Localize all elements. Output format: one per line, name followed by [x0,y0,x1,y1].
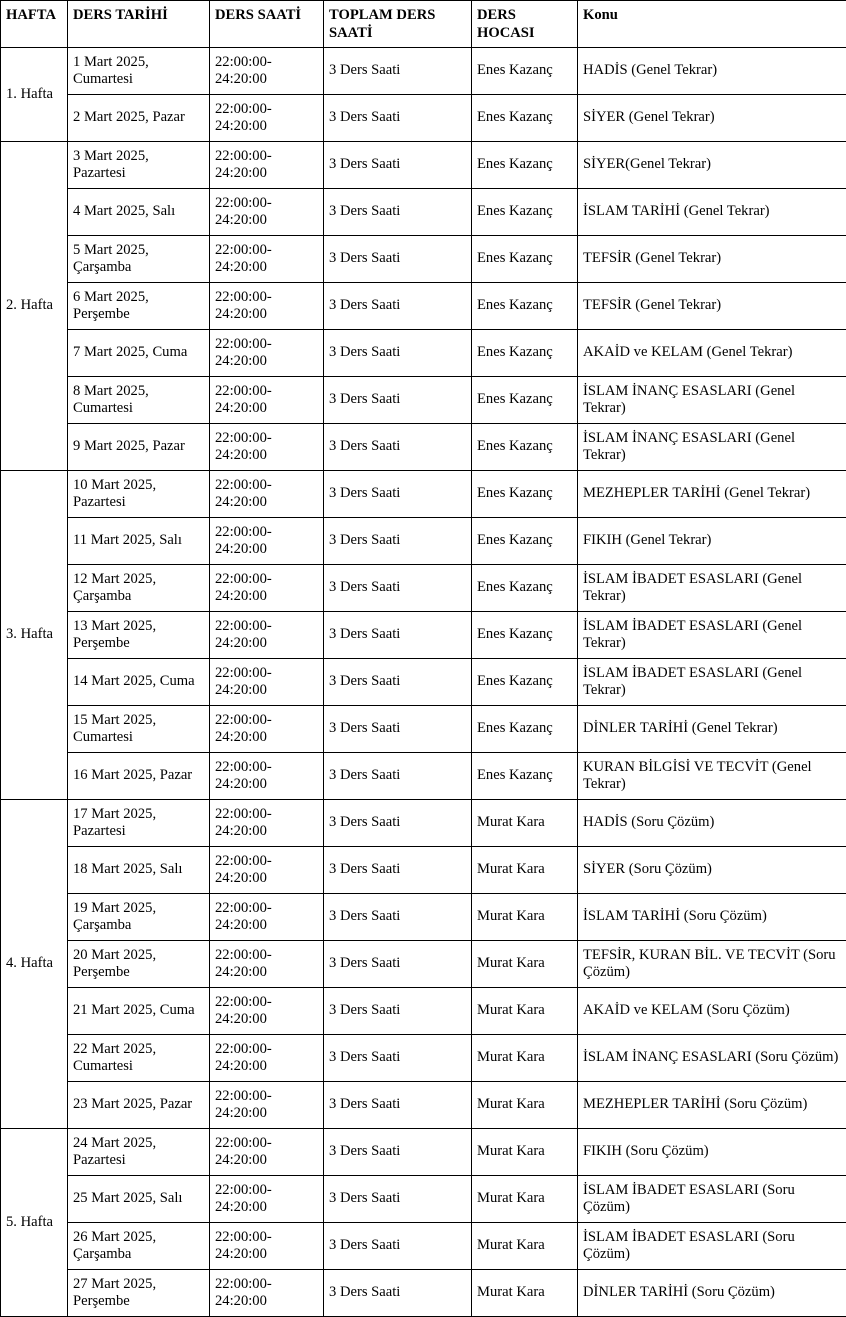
total-hours: 3 Ders Saati [324,612,472,659]
teacher-name: Enes Kazanç [472,659,578,706]
header-week: HAFTA [1,1,68,48]
teacher-name: Enes Kazanç [472,706,578,753]
table-row [1,1035,846,1082]
lesson-topic: İSLAM İBADET ESASLARI (Genel Tekrar) [578,612,846,659]
lesson-time: 22:00:00- 24:20:00 [210,1035,324,1082]
lesson-time: 22:00:00- 24:20:00 [210,142,324,189]
lesson-date: 15 Mart 2025, Cumartesi [68,706,210,753]
teacher-name: Enes Kazanç [472,142,578,189]
lesson-time: 22:00:00- 24:20:00 [210,1082,324,1129]
lesson-topic: İSLAM İBADET ESASLARI (Soru Çözüm) [578,1176,846,1223]
table-row [1,1270,846,1317]
total-hours: 3 Ders Saati [324,1270,472,1317]
lesson-date: 10 Mart 2025, Pazartesi [68,471,210,518]
week-label: 1. Hafta [1,48,68,142]
total-hours: 3 Ders Saati [324,518,472,565]
table-row [1,236,846,283]
header-row [1,1,846,48]
lesson-time: 22:00:00- 24:20:00 [210,1223,324,1270]
header-topic: Konu [578,1,846,48]
table-row [1,424,846,471]
header-total-hours: TOPLAM DERS SAATİ [324,1,472,48]
lesson-time: 22:00:00- 24:20:00 [210,706,324,753]
teacher-name: Enes Kazanç [472,612,578,659]
week-label: 5. Hafta [1,1129,68,1317]
lesson-time: 22:00:00- 24:20:00 [210,471,324,518]
lesson-time: 22:00:00- 24:20:00 [210,800,324,847]
lesson-date: 13 Mart 2025, Perşembe [68,612,210,659]
week-label: 2. Hafta [1,142,68,471]
total-hours: 3 Ders Saati [324,941,472,988]
lesson-topic: MEZHEPLER TARİHİ (Soru Çözüm) [578,1082,846,1129]
lesson-date: 3 Mart 2025, Pazartesi [68,142,210,189]
lesson-topic: AKAİD ve KELAM (Soru Çözüm) [578,988,846,1035]
header-date: DERS TARİHİ [68,1,210,48]
lesson-time: 22:00:00- 24:20:00 [210,95,324,142]
lesson-date: 4 Mart 2025, Salı [68,189,210,236]
total-hours: 3 Ders Saati [324,1176,472,1223]
lesson-date: 27 Mart 2025, Perşembe [68,1270,210,1317]
teacher-name: Enes Kazanç [472,48,578,95]
lesson-time: 22:00:00- 24:20:00 [210,1176,324,1223]
lesson-date: 17 Mart 2025, Pazartesi [68,800,210,847]
lesson-time: 22:00:00- 24:20:00 [210,565,324,612]
lesson-date: 26 Mart 2025, Çarşamba [68,1223,210,1270]
lesson-time: 22:00:00- 24:20:00 [210,847,324,894]
teacher-name: Murat Kara [472,941,578,988]
total-hours: 3 Ders Saati [324,1035,472,1082]
lesson-date: 16 Mart 2025, Pazar [68,753,210,800]
week-label: 4. Hafta [1,800,68,1129]
table-row [1,330,846,377]
total-hours: 3 Ders Saati [324,1223,472,1270]
table-row [1,1082,846,1129]
lesson-date: 2 Mart 2025, Pazar [68,95,210,142]
lesson-topic: İSLAM TARİHİ (Genel Tekrar) [578,189,846,236]
lesson-topic: HADİS (Genel Tekrar) [578,48,846,95]
table-row [1,706,846,753]
total-hours: 3 Ders Saati [324,471,472,518]
teacher-name: Enes Kazanç [472,753,578,800]
teacher-name: Murat Kara [472,1223,578,1270]
lesson-date: 24 Mart 2025, Pazartesi [68,1129,210,1176]
total-hours: 3 Ders Saati [324,706,472,753]
total-hours: 3 Ders Saati [324,330,472,377]
header-teacher: DERS HOCASI [472,1,578,48]
lesson-date: 5 Mart 2025, Çarşamba [68,236,210,283]
lesson-topic: FIKIH (Soru Çözüm) [578,1129,846,1176]
table-row [1,1223,846,1270]
table-row [1,894,846,941]
teacher-name: Murat Kara [472,1129,578,1176]
lesson-topic: İSLAM İNANÇ ESASLARI (Genel Tekrar) [578,377,846,424]
total-hours: 3 Ders Saati [324,424,472,471]
table-row [1,800,846,847]
lesson-date: 1 Mart 2025, Cumartesi [68,48,210,95]
total-hours: 3 Ders Saati [324,800,472,847]
lesson-time: 22:00:00- 24:20:00 [210,518,324,565]
table-row [1,518,846,565]
lesson-topic: TEFSİR, KURAN BİL. VE TECVİT (Soru Çözüm) [578,941,846,988]
lesson-time: 22:00:00- 24:20:00 [210,424,324,471]
table-row [1,377,846,424]
teacher-name: Enes Kazanç [472,236,578,283]
lesson-time: 22:00:00- 24:20:00 [210,189,324,236]
total-hours: 3 Ders Saati [324,1082,472,1129]
lesson-topic: AKAİD ve KELAM (Genel Tekrar) [578,330,846,377]
lesson-time: 22:00:00- 24:20:00 [210,988,324,1035]
lesson-time: 22:00:00- 24:20:00 [210,894,324,941]
teacher-name: Murat Kara [472,800,578,847]
table-row [1,1129,846,1176]
lesson-topic: SİYER (Genel Tekrar) [578,95,846,142]
table-row [1,95,846,142]
table-row [1,612,846,659]
total-hours: 3 Ders Saati [324,1129,472,1176]
lesson-topic: DİNLER TARİHİ (Soru Çözüm) [578,1270,846,1317]
table-row [1,189,846,236]
total-hours: 3 Ders Saati [324,659,472,706]
header-time: DERS SAATİ [210,1,324,48]
lesson-time: 22:00:00- 24:20:00 [210,48,324,95]
teacher-name: Enes Kazanç [472,330,578,377]
total-hours: 3 Ders Saati [324,283,472,330]
lesson-topic: HADİS (Soru Çözüm) [578,800,846,847]
teacher-name: Enes Kazanç [472,283,578,330]
lesson-time: 22:00:00- 24:20:00 [210,377,324,424]
table-row [1,142,846,189]
table-row [1,48,846,95]
teacher-name: Enes Kazanç [472,95,578,142]
total-hours: 3 Ders Saati [324,565,472,612]
schedule-body [1,48,846,1317]
lesson-topic: TEFSİR (Genel Tekrar) [578,283,846,330]
teacher-name: Murat Kara [472,1035,578,1082]
total-hours: 3 Ders Saati [324,753,472,800]
teacher-name: Enes Kazanç [472,518,578,565]
table-row [1,847,846,894]
week-label: 3. Hafta [1,471,68,800]
lesson-topic: SİYER (Soru Çözüm) [578,847,846,894]
lesson-date: 14 Mart 2025, Cuma [68,659,210,706]
lesson-topic: FIKIH (Genel Tekrar) [578,518,846,565]
teacher-name: Murat Kara [472,894,578,941]
table-row [1,753,846,800]
lesson-topic: İSLAM İNANÇ ESASLARI (Soru Çözüm) [578,1035,846,1082]
teacher-name: Murat Kara [472,1082,578,1129]
teacher-name: Enes Kazanç [472,471,578,518]
total-hours: 3 Ders Saati [324,236,472,283]
lesson-date: 8 Mart 2025, Cumartesi [68,377,210,424]
lesson-time: 22:00:00- 24:20:00 [210,236,324,283]
teacher-name: Enes Kazanç [472,189,578,236]
lesson-topic: SİYER(Genel Tekrar) [578,142,846,189]
teacher-name: Enes Kazanç [472,377,578,424]
lesson-time: 22:00:00- 24:20:00 [210,659,324,706]
lesson-date: 7 Mart 2025, Cuma [68,330,210,377]
lesson-time: 22:00:00- 24:20:00 [210,753,324,800]
table-row [1,988,846,1035]
total-hours: 3 Ders Saati [324,95,472,142]
teacher-name: Murat Kara [472,1270,578,1317]
lesson-topic: İSLAM İBADET ESASLARI (Soru Çözüm) [578,1223,846,1270]
lesson-date: 18 Mart 2025, Salı [68,847,210,894]
lesson-topic: MEZHEPLER TARİHİ (Genel Tekrar) [578,471,846,518]
teacher-name: Murat Kara [472,847,578,894]
table-row [1,659,846,706]
lesson-date: 12 Mart 2025, Çarşamba [68,565,210,612]
lesson-topic: DİNLER TARİHİ (Genel Tekrar) [578,706,846,753]
lesson-time: 22:00:00- 24:20:00 [210,612,324,659]
teacher-name: Murat Kara [472,988,578,1035]
total-hours: 3 Ders Saati [324,377,472,424]
lesson-date: 20 Mart 2025, Perşembe [68,941,210,988]
lesson-date: 23 Mart 2025, Pazar [68,1082,210,1129]
lesson-date: 6 Mart 2025, Perşembe [68,283,210,330]
table-row [1,941,846,988]
lesson-date: 9 Mart 2025, Pazar [68,424,210,471]
lesson-topic: İSLAM TARİHİ (Soru Çözüm) [578,894,846,941]
total-hours: 3 Ders Saati [324,48,472,95]
lesson-topic: TEFSİR (Genel Tekrar) [578,236,846,283]
teacher-name: Enes Kazanç [472,424,578,471]
lesson-time: 22:00:00- 24:20:00 [210,1270,324,1317]
lesson-time: 22:00:00- 24:20:00 [210,1129,324,1176]
table-row [1,471,846,518]
lesson-time: 22:00:00- 24:20:00 [210,283,324,330]
teacher-name: Murat Kara [472,1176,578,1223]
total-hours: 3 Ders Saati [324,894,472,941]
lesson-date: 25 Mart 2025, Salı [68,1176,210,1223]
lesson-topic: İSLAM İNANÇ ESASLARI (Genel Tekrar) [578,424,846,471]
total-hours: 3 Ders Saati [324,847,472,894]
total-hours: 3 Ders Saati [324,988,472,1035]
lesson-date: 11 Mart 2025, Salı [68,518,210,565]
lesson-time: 22:00:00- 24:20:00 [210,941,324,988]
total-hours: 3 Ders Saati [324,142,472,189]
total-hours: 3 Ders Saati [324,189,472,236]
table-row [1,565,846,612]
lesson-topic: İSLAM İBADET ESASLARI (Genel Tekrar) [578,659,846,706]
table-row [1,1176,846,1223]
teacher-name: Enes Kazanç [472,565,578,612]
lesson-date: 22 Mart 2025, Cumartesi [68,1035,210,1082]
lesson-topic: KURAN BİLGİSİ VE TECVİT (Genel Tekrar) [578,753,846,800]
lesson-date: 21 Mart 2025, Cuma [68,988,210,1035]
table-row [1,283,846,330]
lesson-topic: İSLAM İBADET ESASLARI (Genel Tekrar) [578,565,846,612]
lesson-time: 22:00:00- 24:20:00 [210,330,324,377]
lesson-date: 19 Mart 2025, Çarşamba [68,894,210,941]
